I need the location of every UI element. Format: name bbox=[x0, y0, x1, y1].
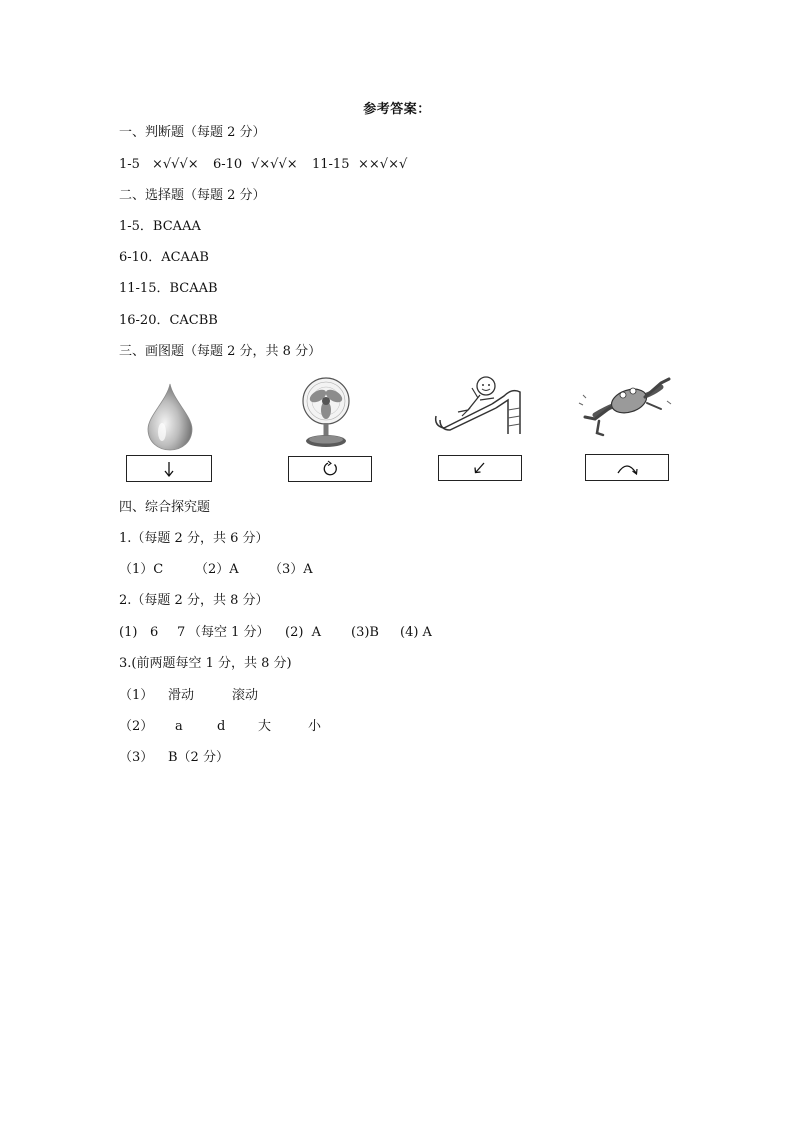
jumping-frog-picture bbox=[575, 373, 675, 447]
question1-heading: 1.（每题 2 分，共 6 分） bbox=[119, 531, 269, 546]
answer-marks: √×√√× bbox=[251, 157, 298, 172]
water-drop-picture bbox=[140, 382, 200, 456]
circular-arrow-icon bbox=[320, 460, 340, 478]
q3-p2-value: d bbox=[217, 719, 226, 734]
electric-fan-picture bbox=[296, 375, 356, 454]
q2-part2: (2) A bbox=[285, 625, 322, 640]
q3-p2-value: a bbox=[175, 719, 183, 734]
choice-answer-line: 1-5．BCAAA bbox=[119, 219, 201, 234]
answer-range: 1-5 bbox=[119, 157, 140, 172]
q3-p2-value: 大 bbox=[258, 719, 272, 734]
q3-p1-value: 滚动 bbox=[232, 688, 259, 703]
q3-p1-label: （1） bbox=[119, 688, 154, 703]
choice-answer-line: 11-15．BCAAB bbox=[119, 281, 218, 296]
child-on-slide-picture bbox=[432, 374, 527, 443]
section2-heading: 二、选择题（每题 2 分） bbox=[119, 188, 266, 203]
arc-arrow-icon bbox=[614, 459, 640, 477]
q1-answer: （3）A bbox=[269, 562, 313, 577]
q3-p3-label: （3） bbox=[119, 750, 154, 765]
q3-p1-value: 滑动 bbox=[168, 688, 195, 703]
q2-part1-value: 6 bbox=[150, 625, 159, 640]
answer-box-slide bbox=[438, 455, 522, 481]
answer-marks: ××√×√ bbox=[358, 157, 408, 172]
answer-box-drop bbox=[126, 455, 212, 482]
q3-p2-value: 小 bbox=[308, 719, 322, 734]
q2-part3: (3)B bbox=[351, 625, 379, 640]
question2-heading: 2.（每题 2 分，共 8 分） bbox=[119, 593, 269, 608]
answer-marks: ×√√√× bbox=[152, 157, 199, 172]
q2-part1-label: (1) bbox=[119, 625, 138, 640]
choice-answer-line: 16-20．CACBB bbox=[119, 313, 218, 328]
q3-p2-label: （2） bbox=[119, 719, 154, 734]
answer-box-frog bbox=[585, 454, 669, 481]
question3-heading: 3.(前两题每空 1 分，共 8 分) bbox=[119, 656, 292, 671]
q2-part1-note: （每空 1 分） bbox=[188, 625, 270, 640]
section4-heading: 四、综合探究题 bbox=[119, 500, 211, 515]
choice-answer-line: 6-10．ACAAB bbox=[119, 250, 209, 265]
answer-box-fan bbox=[288, 456, 372, 482]
page-title: 参考答案： bbox=[363, 102, 431, 117]
q1-answer: （1）C bbox=[119, 562, 164, 577]
section3-heading: 三、画图题（每题 2 分，共 8 分） bbox=[119, 344, 322, 359]
q2-part1-value: 7 bbox=[177, 625, 186, 640]
arrow-down-icon bbox=[159, 460, 179, 478]
section1-heading: 一、判断题（每题 2 分） bbox=[119, 125, 266, 140]
q3-p3-value: B（2 分） bbox=[168, 750, 229, 765]
answer-range: 6-10 bbox=[213, 157, 243, 172]
q1-answer: （2）A bbox=[195, 562, 239, 577]
q2-part4: (4) A bbox=[400, 625, 432, 640]
answer-range: 11-15 bbox=[312, 157, 350, 172]
arrow-down-left-icon bbox=[470, 459, 490, 477]
